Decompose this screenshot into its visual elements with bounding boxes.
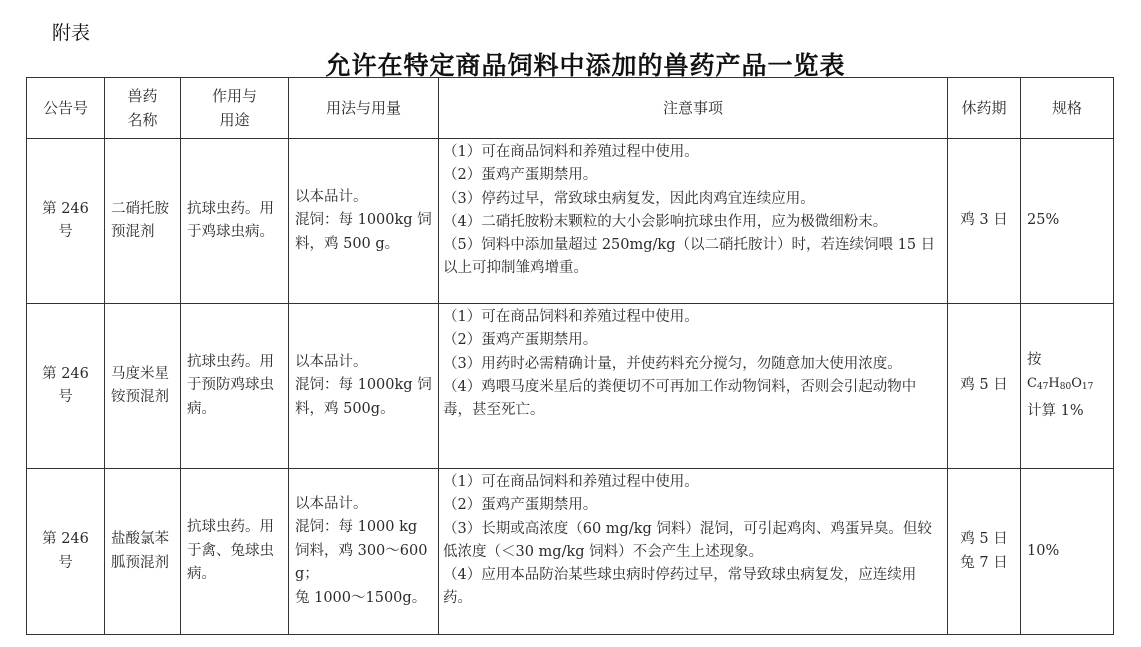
cell-notes xyxy=(439,139,948,304)
cell-announcement: 第 246 号 xyxy=(27,139,105,304)
header-notes: 注意事项 xyxy=(439,78,948,139)
header-withdrawal: 休药期 xyxy=(948,78,1021,139)
header-row xyxy=(27,78,1114,139)
cell-withdrawal: 鸡 5 日 兔 7 日 xyxy=(948,469,1021,635)
chemical-formula: $C_{47}H_{80}O_{17}$ xyxy=(1027,376,1094,393)
cell-notes xyxy=(439,304,948,469)
note-item: （3）停药过早，常致球虫病复发，因此肉鸡宜连续应用。 xyxy=(443,190,815,207)
cell-spec: 10% xyxy=(1021,469,1114,635)
cell-spec: 25% xyxy=(1021,139,1114,304)
cell-usage: 以本品计。 混饲：每 1000 kg 饲料，鸡 300～600 g； 兔 1000～1500g。 xyxy=(289,469,439,635)
cell-announcement: 第 246 号 xyxy=(27,304,105,469)
cell-usage: 以本品计。 混饲：每 1000kg 饲料，鸡 500g。 xyxy=(289,304,439,469)
note-item: （5）饲料中添加量超过 250mg/kg（以二硝托胺计）时，若连续饲喂 15 日以上可抑制雏鸡增重。 xyxy=(443,237,936,277)
cell-announcement: 第 246 号 xyxy=(27,469,105,635)
vet-drug-table xyxy=(26,77,1114,635)
cell-spec: 按 $C_{47}H_{80}O_{17}$ 计算 1% xyxy=(1021,304,1114,469)
header-function: 作用与 用途 xyxy=(181,78,289,139)
cell-withdrawal: 鸡 5 日 xyxy=(948,304,1021,469)
cell-usage: 以本品计。 混饲：每 1000kg 饲料，鸡 500 g。 xyxy=(289,139,439,304)
header-spec: 规格 xyxy=(1021,78,1114,139)
table-row xyxy=(27,469,1114,635)
cell-drug-name: 盐酸氯苯胍预混剂 xyxy=(105,469,181,635)
header-announcement: 公告号 xyxy=(27,78,105,139)
note-item: （1）可在商品饲料和养殖过程中使用。 xyxy=(443,309,699,325)
note-item: （3）长期或高浓度（60 mg/kg 饲料）混饲，可引起鸡肉、鸡蛋异臭。但较低浓度（＜30 mg/kg 饲料）不会产生上述现象。 xyxy=(443,520,932,560)
table-row xyxy=(27,304,1114,469)
document-title: 允许在特定商品饲料中添加的兽药产品一览表 xyxy=(325,51,846,80)
note-item: （2）蛋鸡产蛋期禁用。 xyxy=(443,332,598,349)
cell-function: 抗球虫药。用于禽、兔球虫病。 xyxy=(181,469,289,635)
cell-withdrawal: 鸡 3 日 xyxy=(948,139,1021,304)
cell-notes xyxy=(439,469,948,635)
note-item: （4）二硝托胺粉末颗粒的大小会影响抗球虫作用，应为极微细粉末。 xyxy=(443,213,888,230)
note-item: （3）用药时必需精确计量，并使药料充分搅匀，勿随意加大使用浓度。 xyxy=(443,355,902,372)
note-item: （1）可在商品饲料和养殖过程中使用。 xyxy=(443,144,699,160)
note-item: （2）蛋鸡产蛋期禁用。 xyxy=(443,497,598,514)
cell-function: 抗球虫药。用于鸡球虫病。 xyxy=(181,139,289,304)
appendix-label: 附表 xyxy=(52,22,91,44)
note-item: （4）应用本品防治某些球虫病时停药过早，常导致球虫病复发，应连续用药。 xyxy=(443,567,917,607)
note-item: （2）蛋鸡产蛋期禁用。 xyxy=(443,167,598,184)
note-item: （4）鸡喂马度米星后的粪便切不可再加工作动物饲料，否则会引起动物中毒，甚至死亡。 xyxy=(443,378,917,419)
cell-drug-name: 马度米星铵预混剂 xyxy=(105,304,181,469)
header-usage: 用法与用量 xyxy=(289,78,439,139)
cell-drug-name: 二硝托胺预混剂 xyxy=(105,139,181,304)
cell-function: 抗球虫药。用于预防鸡球虫病。 xyxy=(181,304,289,469)
note-item: （1）可在商品饲料和养殖过程中使用。 xyxy=(443,474,699,490)
header-drug-name: 兽药 名称 xyxy=(105,78,181,139)
table-row xyxy=(27,139,1114,304)
